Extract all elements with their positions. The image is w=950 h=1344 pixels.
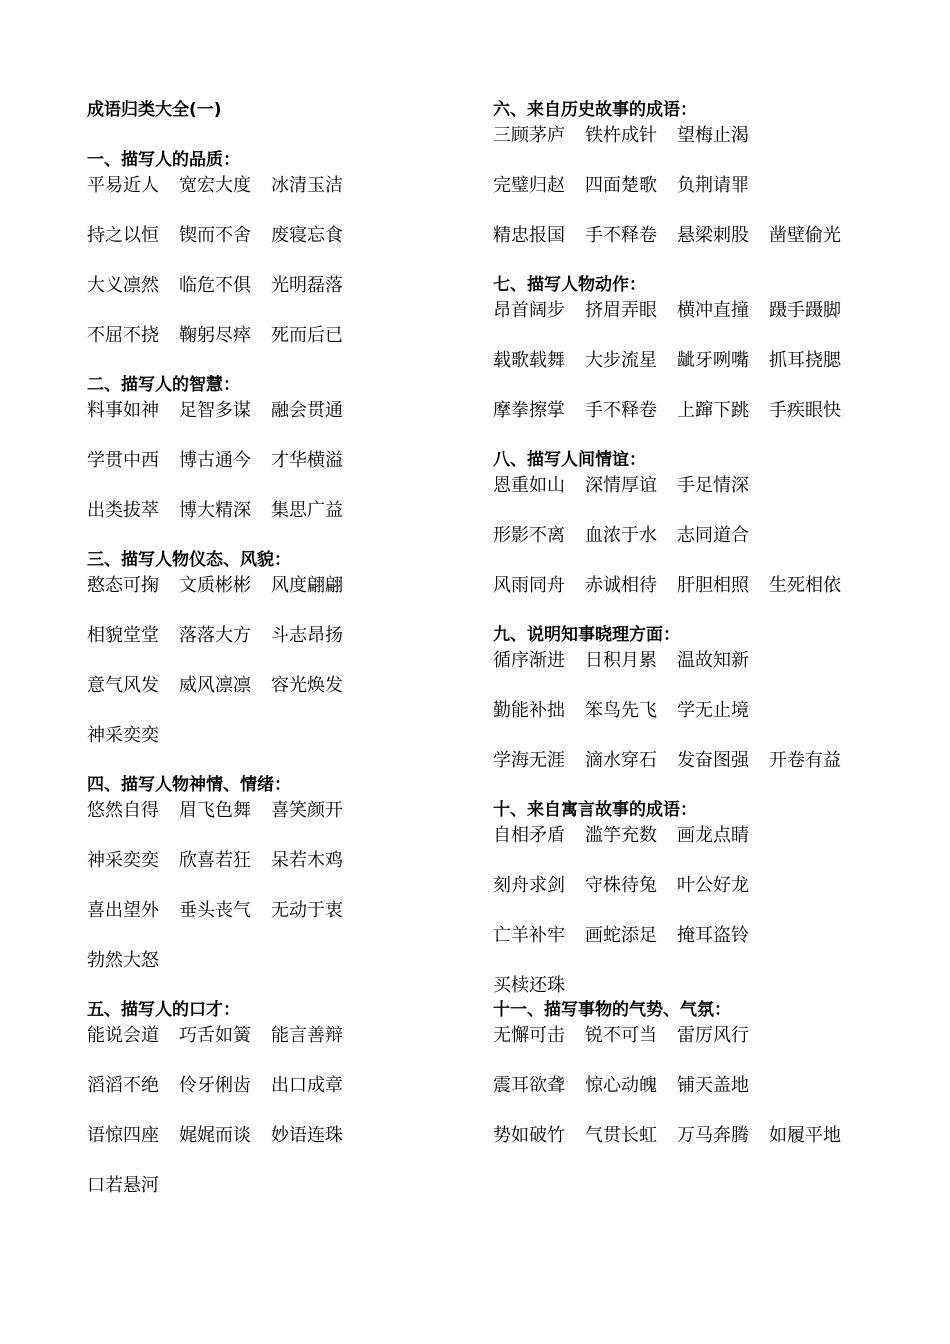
idiom-row <box>87 323 507 348</box>
idiom-item: 肝胆相照 <box>677 575 749 596</box>
idiom-item: 呆若木鸡 <box>271 850 343 871</box>
idiom-item: 震耳欲聋 <box>493 1075 565 1096</box>
idiom-item: 掩耳盗铃 <box>677 925 749 946</box>
idiom-item: 勃然大怒 <box>87 950 159 971</box>
idiom-row <box>493 348 913 373</box>
idiom-item: 光明磊落 <box>271 275 343 296</box>
idiom-item: 博古通今 <box>179 450 251 471</box>
idiom-item: 悠然自得 <box>87 800 159 821</box>
idiom-row <box>87 273 507 298</box>
idiom-item: 如履平地 <box>769 1125 841 1146</box>
idiom-item: 滴水穿石 <box>585 750 657 771</box>
section-heading: 八、描写人间情谊： <box>493 450 646 470</box>
idiom-item: 容光焕发 <box>271 675 343 696</box>
left-column <box>87 98 507 1223</box>
idiom-item: 温故知新 <box>677 650 749 671</box>
idiom-item: 风雨同舟 <box>493 575 565 596</box>
idiom-item: 挤眉弄眼 <box>585 300 657 321</box>
idiom-item: 叶公好龙 <box>677 875 749 896</box>
idiom-item: 形影不离 <box>493 525 565 546</box>
idiom-item: 铺天盖地 <box>677 1075 749 1096</box>
idiom-item: 勤能补拙 <box>493 700 565 721</box>
idiom-item: 意气风发 <box>87 675 159 696</box>
idiom-item: 载歌载舞 <box>493 350 565 371</box>
idiom-item: 巧舌如簧 <box>179 1025 251 1046</box>
idiom-item: 生死相依 <box>769 575 841 596</box>
idiom-item: 宽宏大度 <box>179 175 251 196</box>
idiom-item: 不屈不挠 <box>87 325 159 346</box>
idiom-item: 神采奕奕 <box>87 725 159 746</box>
idiom-item: 博大精深 <box>179 500 251 521</box>
idiom-item: 守株待兔 <box>585 875 657 896</box>
idiom-item: 料事如神 <box>87 400 159 421</box>
idiom-item: 大义凛然 <box>87 275 159 296</box>
section-heading: 九、说明知事晓理方面： <box>493 625 680 645</box>
idiom-item: 开卷有益 <box>769 750 841 771</box>
idiom-item: 循序渐进 <box>493 650 565 671</box>
idiom-row <box>87 623 507 648</box>
idiom-item: 融会贯通 <box>271 400 343 421</box>
idiom-item: 望梅止渴 <box>677 125 749 146</box>
idiom-row <box>493 298 913 323</box>
idiom-item: 血浓于水 <box>585 525 657 546</box>
idiom-item: 才华横溢 <box>271 450 343 471</box>
idiom-item: 雷厉风行 <box>677 1025 749 1046</box>
section-heading: 七、描写人物动作： <box>493 275 646 295</box>
idiom-item: 临危不俱 <box>179 275 251 296</box>
idiom-row <box>493 698 913 723</box>
idiom-item: 垂头丧气 <box>179 900 251 921</box>
idiom-item: 斗志昂扬 <box>271 625 343 646</box>
idiom-item: 滥竽充数 <box>585 825 657 846</box>
idiom-item: 伶牙俐齿 <box>179 1075 251 1096</box>
idiom-row <box>87 448 507 473</box>
document-title: 成语归类大全(一) <box>87 100 222 120</box>
idiom-row <box>493 1073 913 1098</box>
idiom-item: 万马奔腾 <box>677 1125 749 1146</box>
section-heading: 四、描写人物神情、情绪： <box>87 775 291 795</box>
idiom-row <box>87 798 507 823</box>
section-heading: 十、来自寓言故事的成语： <box>493 800 697 820</box>
idiom-item: 锲而不舍 <box>179 225 251 246</box>
idiom-row <box>493 523 913 548</box>
idiom-item: 铁杵成针 <box>585 125 657 146</box>
idiom-row <box>87 1173 507 1198</box>
idiom-row <box>87 1023 507 1048</box>
idiom-item: 锐不可当 <box>585 1025 657 1046</box>
idiom-item: 手疾眼快 <box>769 400 841 421</box>
idiom-item: 眉飞色舞 <box>179 800 251 821</box>
idiom-row <box>87 673 507 698</box>
idiom-item: 刻舟求剑 <box>493 875 565 896</box>
idiom-row <box>87 898 507 923</box>
section-heading: 五、描写人的口才： <box>87 1000 240 1020</box>
idiom-row <box>87 723 507 748</box>
idiom-row <box>87 173 507 198</box>
section-heading: 二、描写人的智慧： <box>87 375 240 395</box>
section-heading: 六、来自历史故事的成语： <box>493 100 697 120</box>
idiom-item: 悬梁刺股 <box>677 225 749 246</box>
idiom-item: 娓娓而谈 <box>179 1125 251 1146</box>
right-column <box>493 98 913 1173</box>
idiom-item: 恩重如山 <box>493 475 565 496</box>
idiom-item: 日积月累 <box>585 650 657 671</box>
idiom-item: 大步流星 <box>585 350 657 371</box>
idiom-item: 三顾茅庐 <box>493 125 565 146</box>
idiom-row <box>493 1123 913 1148</box>
idiom-item: 手足情深 <box>677 475 749 496</box>
idiom-item: 足智多谋 <box>179 400 251 421</box>
section-heading: 三、描写人物仪态、风貌： <box>87 550 291 570</box>
idiom-item: 文质彬彬 <box>179 575 251 596</box>
idiom-row <box>493 973 913 998</box>
idiom-item: 自相矛盾 <box>493 825 565 846</box>
idiom-row <box>87 498 507 523</box>
idiom-item: 平易近人 <box>87 175 159 196</box>
idiom-row <box>87 223 507 248</box>
idiom-item: 滔滔不绝 <box>87 1075 159 1096</box>
idiom-item: 持之以恒 <box>87 225 159 246</box>
idiom-item: 喜出望外 <box>87 900 159 921</box>
idiom-item: 无动于衷 <box>271 900 343 921</box>
idiom-row <box>493 1023 913 1048</box>
idiom-row <box>87 848 507 873</box>
idiom-row <box>493 923 913 948</box>
idiom-item: 凿壁偷光 <box>769 225 841 246</box>
idiom-item: 集思广益 <box>271 500 343 521</box>
idiom-item: 深情厚谊 <box>585 475 657 496</box>
idiom-item: 势如破竹 <box>493 1125 565 1146</box>
section-heading: 十一、描写事物的气势、气氛： <box>493 1000 731 1020</box>
idiom-item: 昂首阔步 <box>493 300 565 321</box>
idiom-item: 赤诚相待 <box>585 575 657 596</box>
idiom-item: 气贯长虹 <box>585 1125 657 1146</box>
idiom-item: 摩拳擦掌 <box>493 400 565 421</box>
idiom-item: 口若悬河 <box>87 1175 159 1196</box>
idiom-row <box>493 823 913 848</box>
idiom-item: 能言善辩 <box>271 1025 343 1046</box>
idiom-row <box>493 223 913 248</box>
idiom-item: 买椟还珠 <box>493 975 565 996</box>
idiom-item: 蹑手蹑脚 <box>769 300 841 321</box>
idiom-item: 画龙点睛 <box>677 825 749 846</box>
idiom-row <box>87 398 507 423</box>
idiom-row <box>493 123 913 148</box>
idiom-item: 风度翩翩 <box>271 575 343 596</box>
idiom-item: 鞠躬尽瘁 <box>179 325 251 346</box>
idiom-item: 出类拔萃 <box>87 500 159 521</box>
idiom-item: 画蛇添足 <box>585 925 657 946</box>
idiom-item: 神采奕奕 <box>87 850 159 871</box>
idiom-item: 相貌堂堂 <box>87 625 159 646</box>
idiom-item: 手不释卷 <box>585 400 657 421</box>
idiom-row <box>493 873 913 898</box>
idiom-item: 憨态可掬 <box>87 575 159 596</box>
idiom-item: 冰清玉洁 <box>271 175 343 196</box>
idiom-item: 横冲直撞 <box>677 300 749 321</box>
idiom-item: 志同道合 <box>677 525 749 546</box>
idiom-item: 学无止境 <box>677 700 749 721</box>
idiom-row <box>493 573 913 598</box>
idiom-row <box>493 648 913 673</box>
idiom-item: 完璧归赵 <box>493 175 565 196</box>
section-heading: 一、描写人的品质： <box>87 150 240 170</box>
idiom-item: 威风凛凛 <box>179 675 251 696</box>
idiom-item: 上蹿下跳 <box>677 400 749 421</box>
idiom-row <box>493 173 913 198</box>
idiom-item: 发奋图强 <box>677 750 749 771</box>
idiom-item: 能说会道 <box>87 1025 159 1046</box>
idiom-item: 死而后已 <box>271 325 343 346</box>
idiom-row <box>493 748 913 773</box>
idiom-item: 亡羊补牢 <box>493 925 565 946</box>
idiom-row <box>493 398 913 423</box>
idiom-item: 负荆请罪 <box>677 175 749 196</box>
idiom-row <box>87 573 507 598</box>
idiom-item: 喜笑颜开 <box>271 800 343 821</box>
idiom-item: 妙语连珠 <box>271 1125 343 1146</box>
idiom-item: 学海无涯 <box>493 750 565 771</box>
idiom-row <box>87 948 507 973</box>
title-spacer <box>87 123 507 148</box>
idiom-item: 四面楚歌 <box>585 175 657 196</box>
idiom-row <box>87 1123 507 1148</box>
idiom-item: 语惊四座 <box>87 1125 159 1146</box>
idiom-item: 精忠报国 <box>493 225 565 246</box>
idiom-item: 龇牙咧嘴 <box>677 350 749 371</box>
idiom-item: 废寝忘食 <box>271 225 343 246</box>
idiom-item: 出口成章 <box>271 1075 343 1096</box>
idiom-item: 手不释卷 <box>585 225 657 246</box>
idiom-item: 落落大方 <box>179 625 251 646</box>
idiom-row <box>493 473 913 498</box>
idiom-item: 抓耳挠腮 <box>769 350 841 371</box>
idiom-item: 笨鸟先飞 <box>585 700 657 721</box>
idiom-item: 学贯中西 <box>87 450 159 471</box>
idiom-row <box>87 1073 507 1098</box>
idiom-item: 欣喜若狂 <box>179 850 251 871</box>
idiom-item: 惊心动魄 <box>585 1075 657 1096</box>
idiom-item: 无懈可击 <box>493 1025 565 1046</box>
